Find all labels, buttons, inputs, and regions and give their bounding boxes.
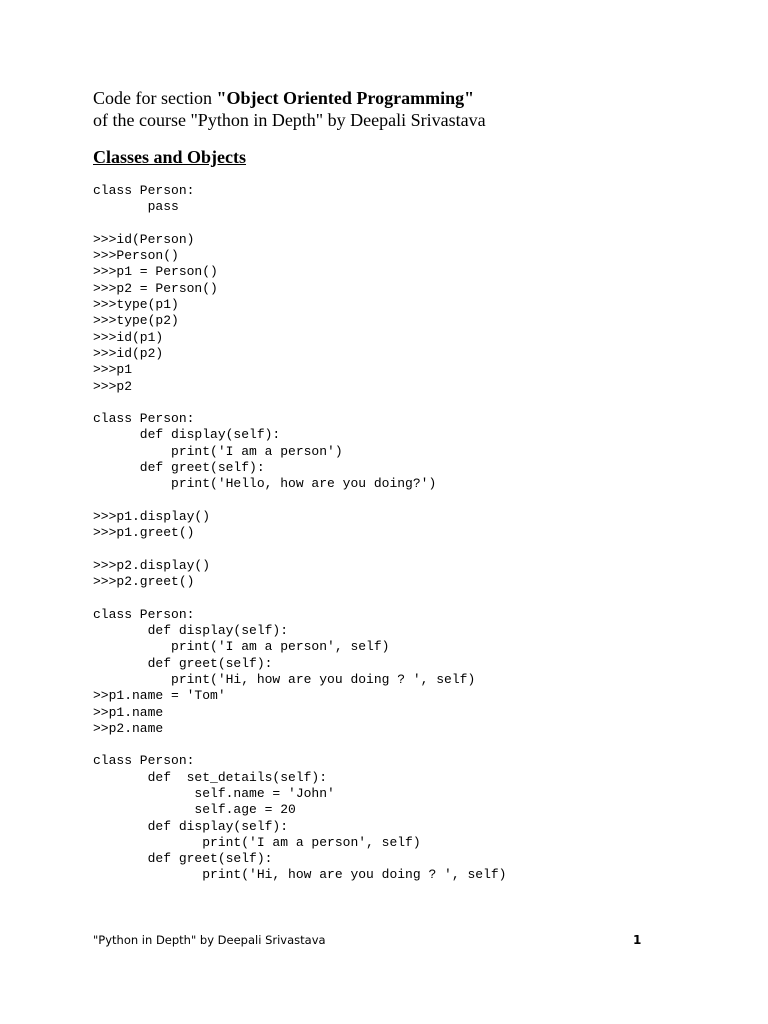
code-line: class Person:: [93, 753, 195, 769]
code-line: >>>p1.display(): [93, 508, 211, 524]
code-line: class Person:: [93, 183, 195, 198]
code-line: >>>p2: [93, 378, 133, 394]
code-line: def display(self):: [93, 623, 289, 639]
code-line: print('Hi, how are you doing ? ', self): [93, 867, 507, 883]
course-line: of the course "Python in Depth" by Deepali Srivastava: [93, 110, 486, 130]
code-line: >>>p2.display(): [93, 557, 211, 573]
code-line: def greet(self):: [93, 851, 273, 867]
code-line: def set_details(self):: [93, 769, 328, 785]
code-line: class Person:: [93, 411, 195, 427]
code-line: >>>p1 = Person(): [93, 264, 218, 280]
code-line: >>p2.name: [93, 720, 164, 736]
code-line: >>>p2 = Person(): [93, 280, 218, 296]
code-line: print('I am a person', self): [93, 834, 421, 850]
title-prefix: Code for section: [93, 88, 217, 108]
code-line: >>p1.name = 'Tom': [93, 688, 226, 704]
code-line: >>>p2.greet(): [93, 574, 195, 590]
code-line: self.age = 20: [93, 802, 296, 818]
code-line: def display(self):: [93, 427, 281, 443]
code-line: print('I am a person', self): [93, 639, 390, 655]
code-line: >>>type(p2): [93, 313, 179, 329]
code-block: [93, 183, 506, 884]
code-line: print('I am a person'): [93, 443, 343, 459]
code-line: >>>id(p1): [93, 329, 164, 345]
code-line: class Person:: [93, 606, 195, 622]
code-line: >>>id(p2): [93, 345, 164, 361]
code-line: self.name = 'John': [93, 785, 335, 801]
title-line: [93, 87, 474, 109]
page-number: 1: [633, 933, 642, 947]
section-heading: Classes and Objects: [93, 147, 247, 167]
section-title: "Object Oriented Programming": [216, 88, 475, 108]
footer-text: "Python in Depth" by Deepali Srivastava: [93, 933, 326, 947]
code-line: >>p1.name: [93, 704, 164, 720]
code-line: >>>p1.greet(): [93, 525, 195, 541]
code-line: >>>id(Person): [93, 231, 195, 247]
code-line: print('Hello, how are you doing?'): [93, 476, 437, 492]
code-line: def greet(self):: [93, 655, 273, 671]
code-line: pass: [93, 199, 179, 215]
code-line: >>>type(p1): [93, 297, 179, 313]
code-line: def display(self):: [93, 818, 289, 834]
code-line: >>>p1: [93, 362, 133, 378]
code-line: >>>Person(): [93, 248, 179, 264]
code-line: print('Hi, how are you doing ? ', self): [93, 671, 476, 687]
code-line: def greet(self):: [93, 460, 265, 476]
